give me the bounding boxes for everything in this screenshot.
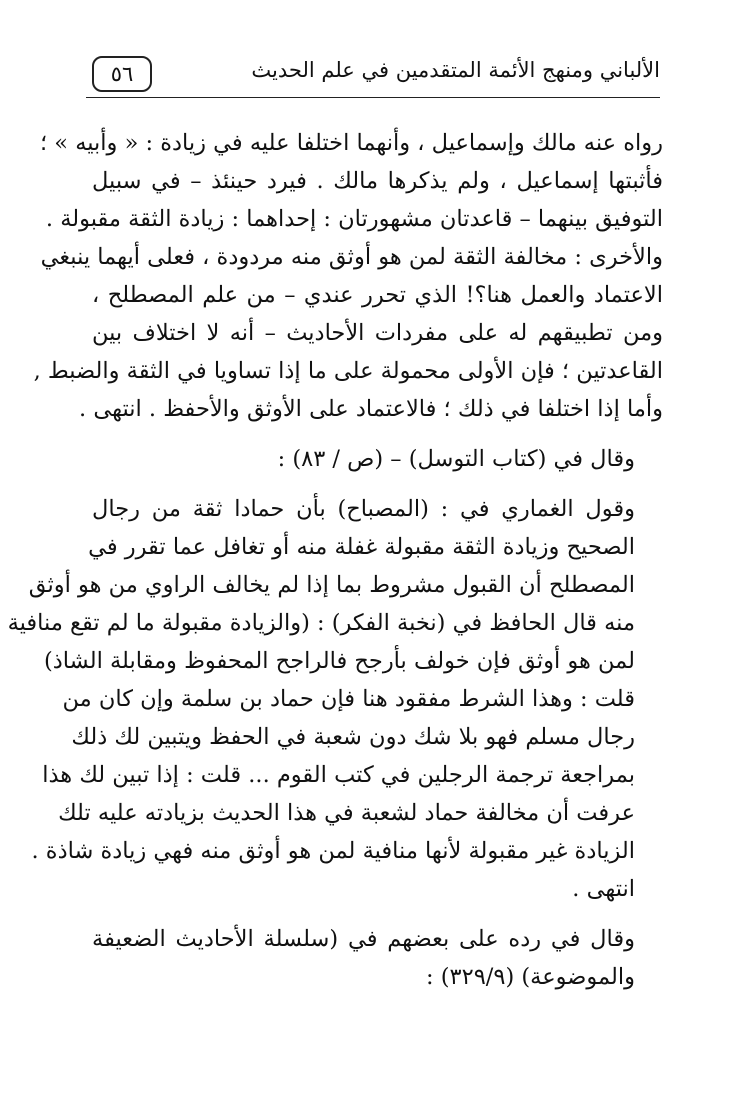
text-line: وأما إذا اختلفا في ذلك ؛ فالاعتماد على الأوثق والأحفظ . انتهى . <box>79 396 663 422</box>
text-line: الزيادة غير مقبولة لأنها منافية لمن هو أوثق منه فهي زيادة شاذة . <box>31 838 635 864</box>
page-number-text: ٥٦ <box>110 61 134 86</box>
text-line: انتهى . <box>572 876 635 902</box>
text-line: الاعتماد والعمل هنا؟! الذي تحرر عندي – من علم المصطلح ، <box>92 282 663 308</box>
text-line: وقال في (كتاب التوسل) – (ص / ٨٣) : <box>277 446 635 472</box>
text-line: المصطلح أن القبول مشروط بما إذا لم يخالف الراوي من هو أوثق <box>28 572 635 598</box>
text-line: القاعدتين ؛ فإن الأولى محمولة على ما إذا تساويا في الثقة والضبط , <box>33 358 663 384</box>
running-title: الألباني ومنهج الأئمة المتقدمين في علم الحديث <box>251 58 660 82</box>
paragraph-1 <box>33 124 663 428</box>
page-header <box>86 52 660 98</box>
paragraph-3 <box>7 490 663 908</box>
header-rule <box>86 97 660 98</box>
text-line: وقال في رده على بعضهم في (سلسلة الأحاديث الضعيفة <box>92 926 635 952</box>
text-line: ومن تطبيقهم له على مفردات الأحاديث – أنه لا اختلاف بين <box>92 320 663 346</box>
text-line: والأخرى : مخالفة الثقة لمن هو أوثق منه مردودة ، فعلى أيهما ينبغي <box>40 244 663 270</box>
text-line: الصحيح وزيادة الثقة مقبولة غفلة منه أو تغافل عما تقرر في <box>88 534 635 560</box>
paragraph-2 <box>92 440 663 478</box>
text-line: عرفت أن مخالفة حماد لشعبة في هذا الحديث بزيادته عليه تلك <box>58 800 635 826</box>
text-line: منه قال الحافظ في (نخبة الفكر) : (والزيادة مقبولة ما لم تقع منافية <box>7 610 635 636</box>
text-line: رجال مسلم فهو بلا شك دون شعبة في الحفظ ويتبين لك ذلك <box>71 724 635 750</box>
body-text <box>7 124 663 996</box>
text-line: لمن هو أوثق فإن خولف بأرجح فالراجح المحفوظ ومقابلة الشاذ) <box>44 648 635 674</box>
text-line: رواه عنه مالك وإسماعيل ، وأنهما اختلفا عليه في زيادة : « وأبيه » ؛ <box>39 130 663 156</box>
text-line: وقول الغماري في : (المصباح) بأن حمادا ثقة من رجال <box>92 496 635 522</box>
text-line: قلت : وهذا الشرط مفقود هنا فإن حماد بن سلمة وإن كان من <box>62 686 635 712</box>
text-line: بمراجعة ترجمة الرجلين في كتب القوم ... قلت : إذا تبين لك هذا <box>42 762 635 788</box>
text-line: فأثبتها إسماعيل ، ولم يذكرها مالك . فيرد حينئذ – في سبيل <box>92 168 663 194</box>
text-line: والموضوعة) (٣٢٩/٩) : <box>426 964 635 990</box>
page-number <box>92 56 152 92</box>
paragraph-4 <box>92 920 663 996</box>
text-line: التوفيق بينهما – قاعدتان مشهورتان : إحداهما : زيادة الثقة مقبولة . <box>45 206 663 232</box>
